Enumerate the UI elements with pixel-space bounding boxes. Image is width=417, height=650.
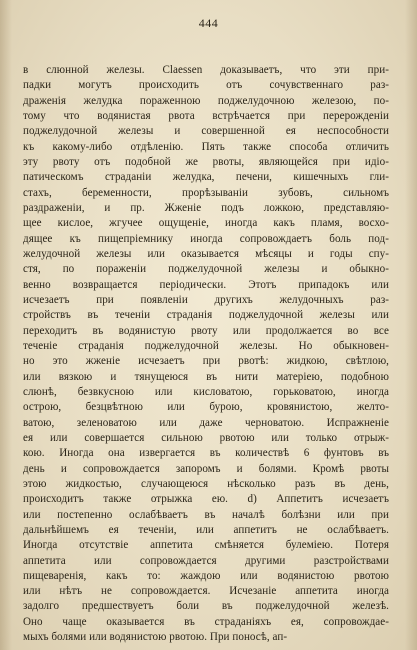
text-line: аппетита или сопровождается другими разстройствами — [23, 554, 389, 567]
text-line: ватою, зеленоватою или даже черноватою. Испражненіе — [23, 416, 389, 429]
text-line: или постепенно ослабѣваетъ въ началѣ болѣзни или при — [23, 508, 389, 521]
page-right-shadow — [405, 0, 417, 650]
text-line: Иногда отсутствіе аппетита смѣняется булеміею. Потеря — [23, 539, 389, 552]
page-number: 444 — [198, 16, 219, 30]
text-line: кою. Иногда она извергается въ количествѣ 6 фунтовъ въ — [23, 447, 389, 460]
text-line: Оно чаще оказывается въ страданіяхъ ея, сопровождае- — [23, 615, 389, 628]
text-line: эту рвоту отъ подобной же рвоты, являющейся при идіо- — [23, 155, 389, 168]
text-line: къ какому-либо отдѣленію. Пять также способа отличить — [23, 140, 389, 153]
text-line: стахъ, беременности, прорѣзываніи зубовъ, сильномъ — [23, 186, 389, 199]
text-line: острою, безцвѣтною или бурою, кровянистою, желто- — [23, 401, 389, 414]
text-line: щее кислое, жгучее ощущеніе, иногда какъ пламя, восхо- — [23, 217, 389, 230]
text-line: раздраженіи, и пр. Жженіе подъ ложкою, представляю- — [23, 201, 389, 214]
text-line: мыхъ болями или водянистою рвотою. При поносѣ, ап- — [23, 631, 288, 644]
text-line: пищеваренія, какъ то: жаждою или водянистою рвотою — [23, 569, 389, 582]
text-line: теченіе страданія поджелудочной железы. Но обыкновен- — [23, 339, 389, 352]
text-line: дальнѣйшемъ ея теченіи, или аппетитъ не ослабѣваетъ. — [23, 523, 389, 536]
text-line: драженія желудка пораженною поджелудочною железою, по- — [23, 94, 389, 107]
text-line: день и сопровождается запоромъ и болями. Кромѣ рвоты — [23, 462, 389, 475]
text-line: ея или совершается сильною рвотою или только отрыж- — [23, 431, 389, 444]
text-line: падки могутъ происходить отъ сочувственнаго раз- — [23, 79, 389, 92]
text-line: исчезаетъ при появленіи другихъ желудочныхъ раз- — [23, 293, 389, 306]
text-line: патическомъ страданіи желудка, печени, кишечныхъ гли- — [23, 171, 389, 184]
text-line: дящее къ пищепріемнику иногда сопровождаетъ боль под- — [23, 232, 389, 245]
text-line: но это жженіе исчезаетъ при рвотѣ: жидкою, свѣтлою, — [23, 355, 389, 368]
text-line: или вязкою и тянущеюся въ нити матеріею, подобною — [23, 370, 389, 383]
text-line: венно возвращается періодически. Этотъ припадокъ или — [23, 278, 389, 291]
body-text — [23, 63, 389, 645]
page-left-shadow — [0, 0, 12, 650]
text-line: задолго предшествуетъ боли въ поджелудочной железѣ. — [23, 600, 389, 613]
text-line: переходитъ въ водянистую рвоту или продолжается во все — [23, 324, 389, 337]
text-line: в слюнной железы. Claessen доказываетъ, что эти при- — [23, 64, 389, 76]
text-line: этою жидкостью, случающеюся нѣсколько разъ въ день, — [23, 477, 389, 490]
text-line: поджелудочной железы и совершенной ея неспособности — [23, 125, 389, 138]
text-line: стройствъ въ теченіи страданія поджелудочной железы или — [23, 309, 389, 322]
text-line: или нѣтъ не сопровождается. Исчезаніе аппетита иногда — [23, 585, 389, 598]
text-line: происходитъ также отрыжка ею. d) Аппетитъ исчезаетъ — [23, 493, 389, 506]
text-line: стя, по пораженіи поджелудочной железы и обыкно- — [23, 263, 389, 276]
text-line: желудочной железы или оказывается мѣсяцы и годы спу- — [23, 247, 389, 260]
text-line: тому что водянистая рвота встрѣчается при перерожденіи — [23, 109, 389, 122]
text-line: слюнѣ, безвкусною или кисловатою, горьковатою, иногда — [23, 385, 389, 398]
